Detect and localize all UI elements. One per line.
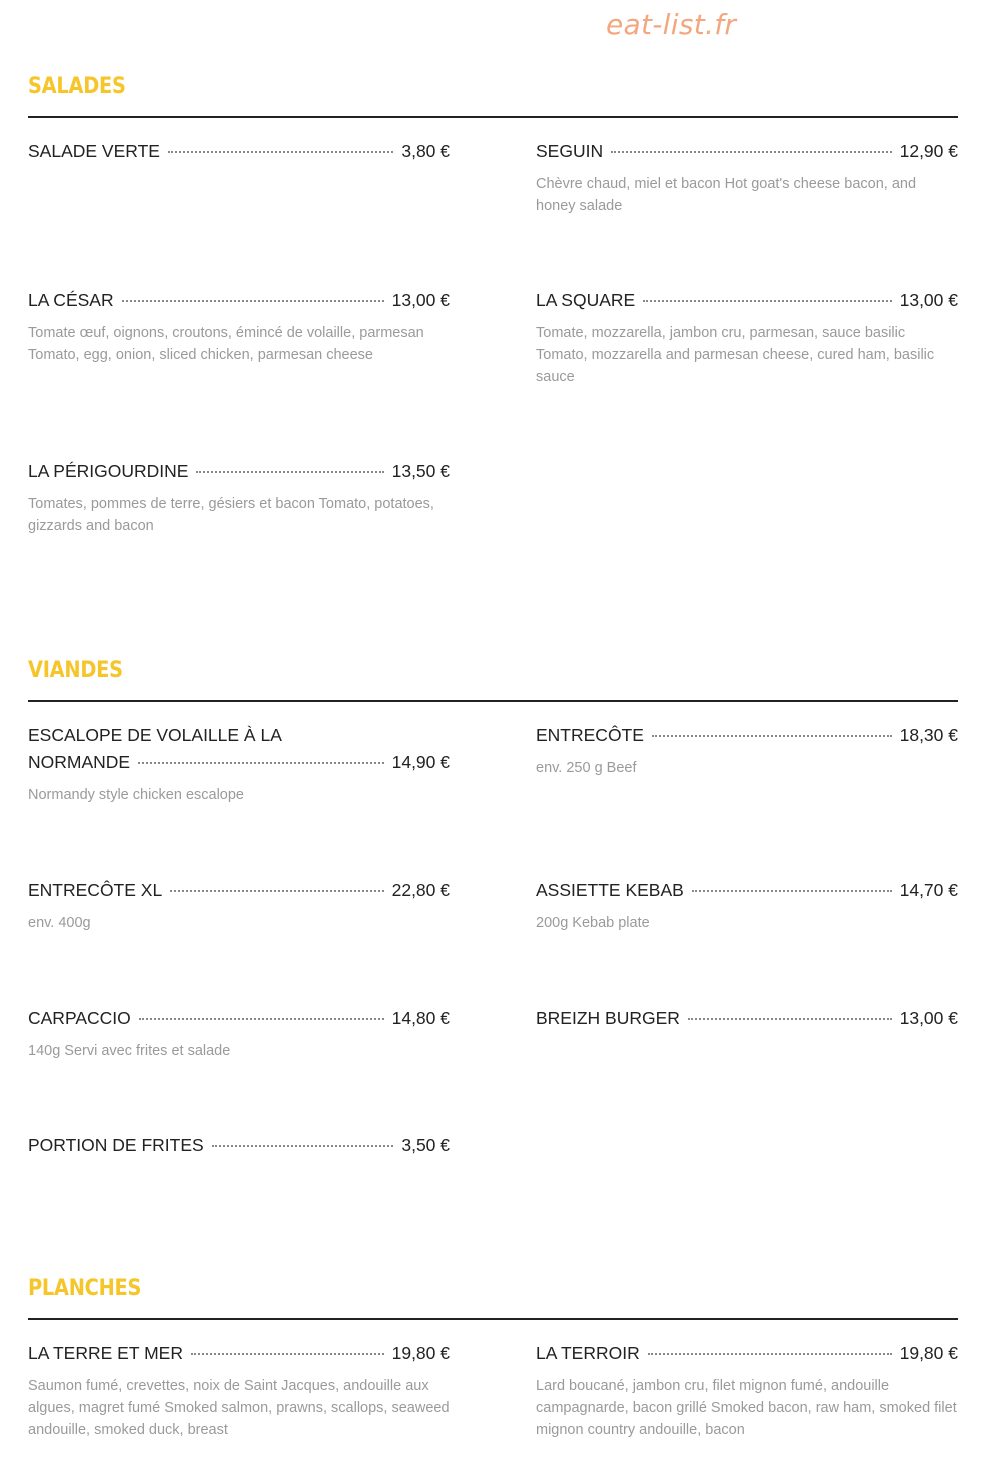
dot-leader [138, 762, 384, 764]
item-description: Lard boucané, jambon cru, filet mignon fumé, andouille campagnarde, bacon grillé Smoked bacon, raw ham, smoked filet mignon country andouille, bacon [536, 1378, 957, 1438]
item-price: 12,90 € [899, 141, 958, 161]
item-name: BREIZH BURGER [536, 1008, 680, 1028]
dot-leader [168, 151, 393, 153]
item-description: Saumon fumé, crevettes, noix de Saint Jacques, andouille aux algues, magret fumé Smoked salmon, prawns, scallops, seaweed andouille, smoked duck, breast [28, 1378, 450, 1438]
menu-item [28, 138, 450, 165]
dot-leader [692, 890, 892, 892]
item-price: 13,50 € [391, 461, 450, 481]
menu-item [536, 1340, 958, 1441]
item-name: NORMANDE [28, 752, 131, 772]
dot-leader [643, 300, 891, 302]
item-name: LA PÉRIGOURDINE [28, 461, 189, 481]
item-description: env. 400g [28, 915, 91, 931]
dot-leader [212, 1145, 394, 1147]
item-name-line: ESCALOPE DE VOLAILLE À LA [28, 725, 282, 745]
section-viandes [28, 656, 958, 1155]
item-price: 13,00 € [391, 290, 450, 310]
item-description: Tomate, mozzarella, jambon cru, parmesan, sauce basilic Tomato, mozzarella and parmesan cheese, cured ham, basilic sauce [536, 325, 935, 385]
watermark: eat-list.fr [606, 8, 737, 41]
item-price: 19,80 € [899, 1343, 958, 1363]
section-divider [28, 700, 958, 702]
dot-leader [196, 471, 383, 473]
item-name: ASSIETTE KEBAB [536, 880, 684, 900]
section-title: PLANCHES [28, 1276, 142, 1301]
section-divider [28, 1318, 958, 1320]
item-name: LA SQUARE [536, 290, 636, 310]
item-name: CARPACCIO [28, 1008, 131, 1028]
item-price: 13,00 € [899, 290, 958, 310]
dot-leader [688, 1018, 892, 1020]
item-description: Tomates, pommes de terre, gésiers et bacon Tomato, potatoes, gizzards and bacon [28, 496, 434, 534]
menu-item [28, 877, 450, 934]
item-price: 14,90 € [391, 752, 450, 772]
item-name: PORTION DE FRITES [28, 1135, 204, 1155]
item-name: ENTRECÔTE [536, 725, 644, 745]
item-price: 14,70 € [899, 880, 958, 900]
menu-item [536, 877, 958, 934]
menu-item [28, 287, 450, 366]
item-price: 19,80 € [391, 1343, 450, 1363]
item-price: 14,80 € [391, 1008, 450, 1028]
menu-item [28, 1340, 450, 1441]
item-price: 3,80 € [401, 141, 450, 161]
section-salades [28, 72, 958, 534]
dot-leader [648, 1353, 892, 1355]
item-description: Normandy style chicken escalope [28, 787, 244, 803]
menu-item [536, 287, 958, 388]
item-name: SALADE VERTE [28, 141, 160, 161]
item-name: SEGUIN [536, 141, 604, 161]
menu-item [536, 722, 958, 779]
item-description: Tomate œuf, oignons, croutons, émincé de volaille, parmesan Tomato, egg, onion, sliced chicken, parmesan cheese [28, 325, 424, 363]
item-description: Chèvre chaud, miel et bacon Hot goat's cheese bacon, and honey salade [536, 176, 917, 214]
dot-leader [191, 1353, 384, 1355]
item-name: LA TERROIR [536, 1343, 640, 1363]
item-name: LA TERRE ET MER [28, 1343, 183, 1363]
item-description: 200g Kebab plate [536, 915, 650, 931]
menu-item [28, 1005, 450, 1062]
section-title: SALADES [28, 74, 126, 99]
dot-leader [139, 1018, 384, 1020]
item-description: env. 250 g Beef [536, 760, 637, 776]
menu-item [28, 458, 450, 537]
item-name: LA CÉSAR [28, 290, 114, 310]
item-price: 18,30 € [899, 725, 958, 745]
dot-leader [652, 735, 892, 737]
item-name: ENTRECÔTE XL [28, 880, 163, 900]
menu-item [536, 1005, 958, 1032]
item-price: 22,80 € [391, 880, 450, 900]
menu-item [28, 1132, 450, 1159]
menu-item [28, 722, 450, 806]
item-price: 13,00 € [899, 1008, 958, 1028]
item-price: 3,50 € [401, 1135, 450, 1155]
section-title: VIANDES [28, 658, 123, 683]
section-divider [28, 116, 958, 118]
dot-leader [122, 300, 384, 302]
section-planches [28, 1274, 958, 1438]
menu-item [536, 138, 958, 217]
dot-leader [170, 890, 383, 892]
dot-leader [611, 151, 892, 153]
item-description: 140g Servi avec frites et salade [28, 1043, 231, 1059]
